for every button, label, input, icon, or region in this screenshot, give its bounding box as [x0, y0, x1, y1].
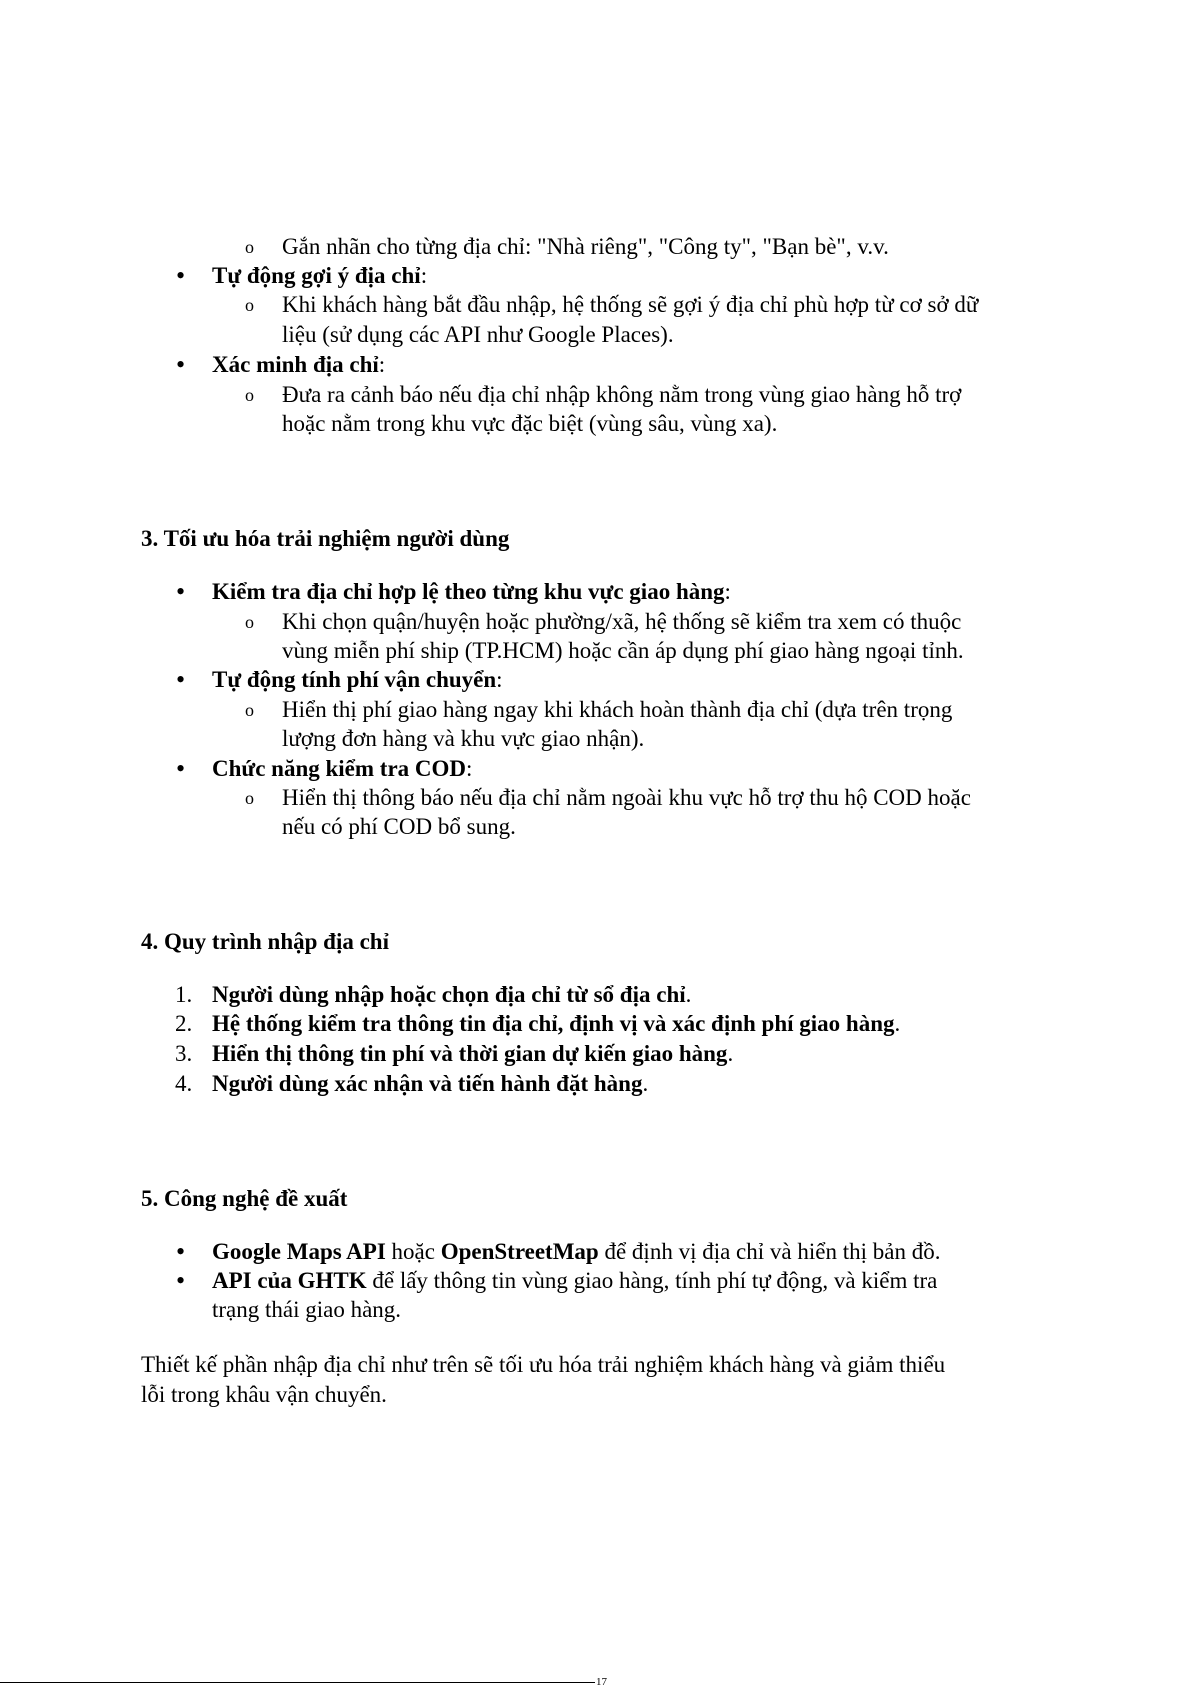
sub-item-text: Đưa ra cảnh báo nếu địa chỉ nhập không nằm trong vùng giao hàng hỗ trợ	[282, 382, 962, 407]
sub-item-text: Gắn nhãn cho từng địa chỉ: "Nhà riêng", "Công ty", "Bạn bè", v.v.	[282, 234, 889, 259]
step-number: 3.	[175, 1041, 193, 1066]
bullet-item	[212, 262, 427, 290]
conclusion-paragraph-line: Thiết kế phần nhập địa chỉ như trên sẽ tối ưu hóa trải nghiệm khách hàng và giảm thiểu	[141, 1352, 946, 1377]
sub-bullet-marker: o	[245, 295, 254, 315]
sub-item-text: Hiển thị thông báo nếu địa chỉ nằm ngoài khu vực hỗ trợ thu hộ COD hoặc	[282, 785, 971, 810]
bullet-item	[212, 666, 503, 694]
step-number: 4.	[175, 1071, 193, 1096]
bullet-item: Google Maps API hoặc OpenStreetMap để định vị địa chỉ và hiển thị bản đồ.	[212, 1239, 941, 1264]
bullet-marker: •	[176, 261, 186, 290]
bullet-item-bold: Tự động tính phí vận chuyển	[212, 667, 497, 692]
bullet-item-rest: :	[724, 579, 731, 604]
step-item: Người dùng xác nhận và tiến hành đặt hàng.	[212, 1071, 649, 1096]
sub-item-continuation: liệu (sử dụng các API như Google Places).	[282, 322, 674, 347]
bullet-item-bold: Xác minh địa chỉ	[212, 352, 379, 377]
bullet-item	[212, 755, 472, 783]
sub-bullet-marker: o	[245, 237, 254, 257]
bullet-item-bold: Chức năng kiểm tra COD	[212, 756, 467, 781]
sub-item-continuation: nếu có phí COD bổ sung.	[282, 814, 516, 839]
step-number: 1.	[175, 982, 193, 1007]
bullet-item-continuation: trạng thái giao hàng.	[212, 1297, 402, 1322]
step-number: 2.	[175, 1011, 193, 1036]
sub-bullet-marker: o	[245, 788, 254, 808]
bullet-item: API của GHTK để lấy thông tin vùng giao hàng, tính phí tự động, và kiểm tra	[212, 1268, 938, 1293]
bullet-item-rest: :	[378, 352, 386, 377]
bullet-item	[212, 351, 385, 379]
bullet-item-rest: :	[466, 756, 473, 781]
page-number: 17	[596, 1676, 607, 1688]
section-heading: 5. Công nghệ đề xuất	[141, 1186, 348, 1211]
sub-item-continuation: hoặc nằm trong khu vực đặc biệt (vùng sâu, vùng xa).	[282, 411, 778, 436]
sub-item-text: Khi chọn quận/huyện hoặc phường/xã, hệ thống sẽ kiểm tra xem có thuộc	[282, 609, 962, 634]
bullet-marker: •	[176, 350, 186, 379]
footer-rule	[0, 1682, 595, 1683]
conclusion-paragraph-line: lỗi trong khâu vận chuyển.	[141, 1382, 387, 1407]
bullet-item	[212, 578, 731, 606]
bullet-item-bold: Tự động gợi ý địa chỉ	[212, 263, 421, 288]
sub-item-text: Khi khách hàng bắt đầu nhập, hệ thống sẽ gợi ý địa chỉ phù hợp từ cơ sở dữ	[282, 292, 979, 317]
sub-bullet-marker: o	[245, 612, 254, 632]
sub-item-continuation: lượng đơn hàng và khu vực giao nhận).	[282, 726, 645, 751]
step-item: Hiển thị thông tin phí và thời gian dự kiến giao hàng.	[212, 1041, 734, 1066]
bullet-item-rest: :	[420, 263, 428, 288]
step-item: Hệ thống kiểm tra thông tin địa chỉ, định vị và xác định phí giao hàng.	[212, 1011, 901, 1036]
bullet-marker: •	[176, 754, 186, 783]
section-heading: 4. Quy trình nhập địa chỉ	[141, 929, 389, 954]
bullet-item-bold: Kiểm tra địa chỉ hợp lệ theo từng khu vực giao hàng	[212, 579, 725, 604]
bullet-marker: •	[176, 577, 186, 606]
bullet-marker: •	[176, 665, 186, 694]
bullet-marker: •	[176, 1266, 186, 1295]
sub-bullet-marker: o	[245, 700, 254, 720]
bullet-item-rest: :	[496, 667, 503, 692]
step-item: Người dùng nhập hoặc chọn địa chỉ từ sổ địa chỉ.	[212, 982, 692, 1007]
sub-bullet-marker: o	[245, 385, 254, 405]
bullet-marker: •	[176, 1237, 186, 1266]
sub-item-continuation: vùng miễn phí ship (TP.HCM) hoặc cần áp dụng phí giao hàng ngoại tỉnh.	[282, 638, 964, 663]
sub-item-text: Hiển thị phí giao hàng ngay khi khách hoàn thành địa chỉ (dựa trên trọng	[282, 697, 953, 722]
section-heading: 3. Tối ưu hóa trải nghiệm người dùng	[141, 526, 510, 551]
